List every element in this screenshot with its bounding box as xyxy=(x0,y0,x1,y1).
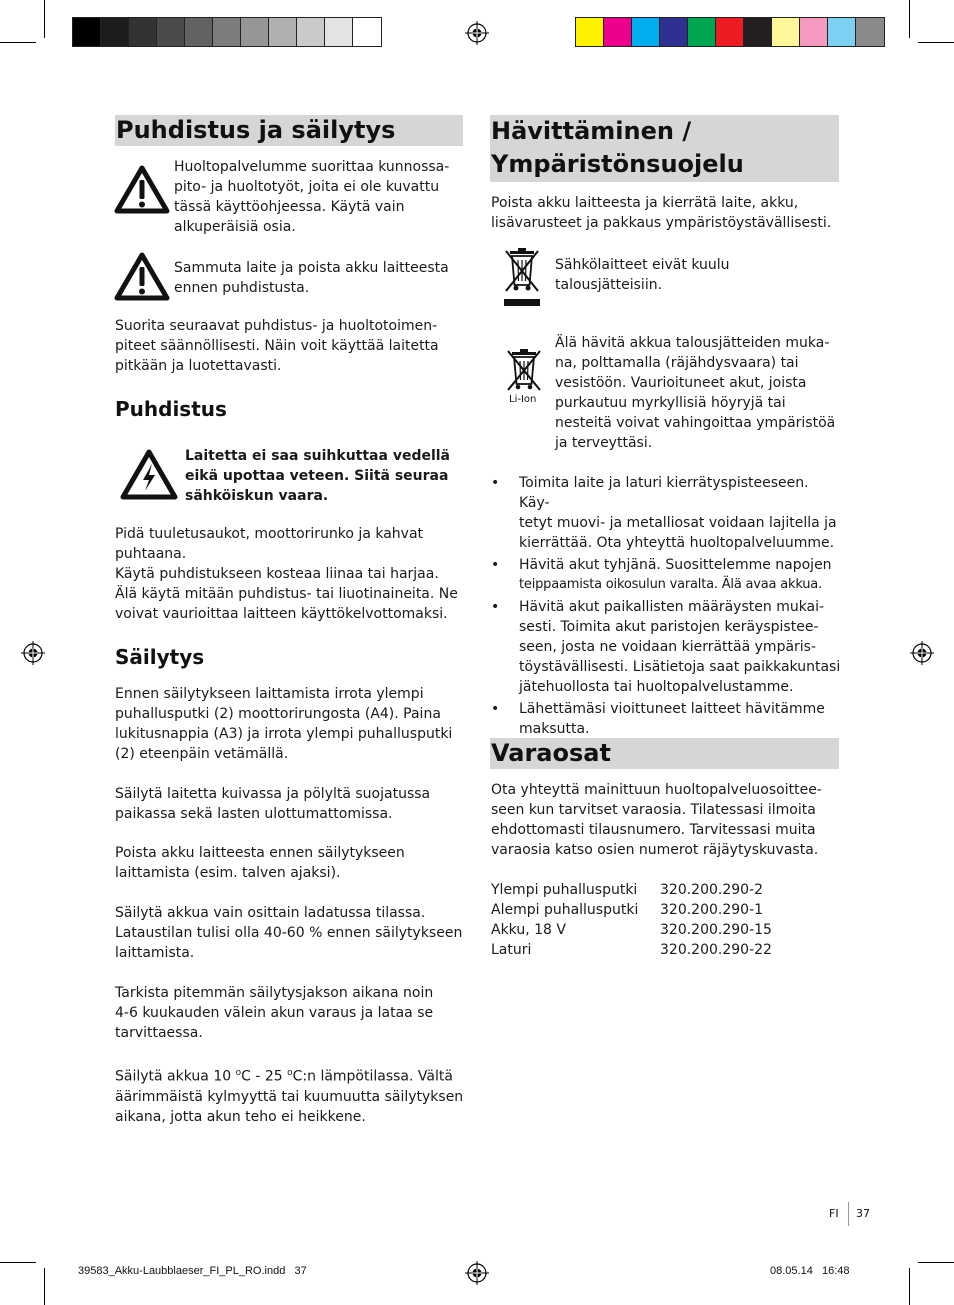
color-swatch xyxy=(129,18,157,46)
color-swatch xyxy=(353,18,381,46)
slug-filename: 39583_Akku-Laubblaeser_FI_PL_RO.indd 37 xyxy=(78,1265,307,1277)
registration-mark-icon xyxy=(465,21,489,45)
footer-divider xyxy=(848,1202,849,1226)
table-row: Ylempi puhallusputki 320.200.290-2 xyxy=(491,882,764,898)
table-row: Akku, 18 V 320.200.290-15 xyxy=(491,922,772,938)
language-code: FI xyxy=(829,1207,839,1220)
list-item: • Hävitä akut paikallisten määräysten mukai- sesti. Toimita akut paristojen keräyspistee- seen, josta ne voidaan kierrättää ympäris- töystävällisesti. Lisätietoja saat paikkakuntasi jätehuollosta tai huoltopalvelustamme. xyxy=(491,599,841,695)
color-swatch xyxy=(297,18,325,46)
color-swatch xyxy=(828,18,856,46)
section-title-disposal: Hävittäminen / Ympäristönsuojelu xyxy=(490,115,839,182)
color-swatch xyxy=(576,18,604,46)
color-swatch xyxy=(688,18,716,46)
grayscale-color-bar xyxy=(72,17,382,47)
registration-mark-icon xyxy=(21,641,45,665)
color-swatch xyxy=(157,18,185,46)
color-swatch xyxy=(325,18,353,46)
section-title-spare-parts: Varaosat xyxy=(490,738,839,769)
warning-service-text: Huoltopalvelumme suorittaa kunnossa- pito- ja huoltotyöt, joita ei ole kuvattu tässä käyttöohjeessa. Käytä vain alkuperäisiä osia. xyxy=(174,159,450,235)
color-swatch xyxy=(856,18,884,46)
color-swatch xyxy=(269,18,297,46)
crop-mark xyxy=(0,42,36,43)
color-swatch xyxy=(660,18,688,46)
storage-heading: Säilytys xyxy=(115,645,205,669)
crop-mark xyxy=(909,1268,910,1305)
crop-mark xyxy=(0,1262,36,1263)
list-item: • Lähettämäsi vioittuneet laitteet hävitämme maksutta. xyxy=(491,701,825,737)
registration-mark-icon xyxy=(910,641,934,665)
color-swatch xyxy=(213,18,241,46)
crop-mark xyxy=(44,0,45,38)
crop-mark xyxy=(918,42,954,43)
spare-parts-table xyxy=(491,880,772,960)
registration-mark-icon xyxy=(465,1261,489,1285)
color-swatch xyxy=(101,18,129,46)
warning-triangle-icon xyxy=(114,252,170,302)
list-item: • Toimita laite ja laturi kierrätyspisteeseen. Käy- tetyt muovi- ja metalliosat voidaan lajitella ja kierrättää. Ota yhteyttä huoltopalveluumme. xyxy=(491,475,837,551)
color-swatch xyxy=(800,18,828,46)
storage-paragraph-4: Säilytä akkua vain osittain ladatussa tilassa. Lataustilan tulisi olla 40-60 % ennen säilytykseen laittamista. xyxy=(115,905,463,961)
storage-paragraph-2: Säilytä laitetta kuivassa ja pölyltä suojatussa paikassa sekä lasten ulottumattomissa. xyxy=(115,786,431,822)
table-row: Laturi 320.200.290-22 xyxy=(491,942,772,958)
warning-triangle-icon xyxy=(114,165,170,215)
electric-shock-warning-icon xyxy=(120,449,178,501)
storage-paragraph-3: Poista akku laitteesta ennen säilytykseen laittamista (esim. talven ajaksi). xyxy=(115,845,405,881)
storage-paragraph-6: Säilytä akkua 10 $^o$C - 25 $^o$C:n lämpötilassa. Vältä äärimmäistä kylmyyttä tai kuumuutta säilytyksen aikana, jotta akun teho ei heikkene. xyxy=(115,1068,464,1125)
crop-mark xyxy=(44,1268,45,1305)
color-swatch xyxy=(73,18,101,46)
crop-mark xyxy=(918,1262,954,1263)
storage-paragraph-1: Ennen säilytykseen laittamista irrota ylempi puhallusputki (2) moottorirungosta (A4). Paina lukitusnappia (A3) ja irrota ylempi puhallusputki (2) eteenpäin vetämällä. xyxy=(115,686,453,762)
list-item: • Hävitä akut tyhjänä. Suosittelemme napojen teippaamista oikosulun varalta. Älä avaa akkua. xyxy=(491,557,832,592)
table-row: Alempi puhallusputki 320.200.290-1 xyxy=(491,902,764,918)
disposal-intro: Poista akku laitteesta ja kierrätä laite, akku, lisävarusteet ja pakkaus ympäristöystävällisesti. xyxy=(491,195,832,231)
color-swatch xyxy=(632,18,660,46)
crossed-out-battery-bin-icon xyxy=(504,347,544,393)
crossed-out-bin-icon xyxy=(502,245,542,309)
weee-text: Sähkölaitteet eivät kuulu talousjätteisiin. xyxy=(555,257,730,293)
color-swatch xyxy=(744,18,772,46)
color-swatch xyxy=(716,18,744,46)
maintenance-intro: Suorita seuraavat puhdistus- ja huoltotoimen- piteet säännöllisesti. Näin voit käyttää laitetta pitkään ja luotettavasti. xyxy=(115,318,439,374)
disposal-bullet-list xyxy=(491,473,843,739)
battery-disposal-text: Älä hävitä akkua talousjätteiden muka- na, polttamalla (räjähdysvaara) tai vesistöön. Vaurioituneet akut, joista purkautuu myrkyllisiä höyryjä tai nesteitä voivat vahingoittaa ympäristöä ja terveyttäsi. xyxy=(555,335,836,451)
battery-type-label: Li-Ion xyxy=(509,394,537,405)
color-swatch xyxy=(241,18,269,46)
crop-mark xyxy=(909,0,910,38)
cleaning-heading: Puhdistus xyxy=(115,397,227,421)
spare-parts-intro: Ota yhteyttä mainittuun huoltopalveluosoittee- seen kun tarvitset varaosia. Tilatessasi ilmoita ehdottomasti tilausnumero. Tarvitessasi muita varaosia katso osien numerot räjäytyskuvasta. xyxy=(491,782,822,858)
color-swatch xyxy=(772,18,800,46)
page-number: 37 xyxy=(856,1207,870,1220)
process-color-bar xyxy=(575,17,885,47)
color-swatch xyxy=(185,18,213,46)
color-swatch xyxy=(604,18,632,46)
shock-warning-text: Laitetta ei saa suihkuttaa vedellä eikä upottaa veteen. Siitä seuraa sähköiskun vaara. xyxy=(185,448,451,504)
cleaning-instructions: Pidä tuuletusaukot, moottorirunko ja kahvat puhtaana. Käytä puhdistukseen kosteaa liinaa tai harjaa. Älä käytä mitään puhdistus- tai liuotinaineita. Ne voivat vaurioittaa laitteen käyttökelvottomaksi. xyxy=(115,526,458,622)
storage-paragraph-5: Tarkista pitemmän säilytysjakson aikana noin 4-6 kuukauden välein akun varaus ja lataa se tarvittaessa. xyxy=(115,985,434,1041)
slug-date: 08.05.14 16:48 xyxy=(770,1265,850,1277)
section-title-cleaning-storage: Puhdistus ja säilytys xyxy=(115,115,463,146)
warning-remove-battery-text: Sammuta laite ja poista akku laitteesta ennen puhdistusta. xyxy=(174,260,449,296)
